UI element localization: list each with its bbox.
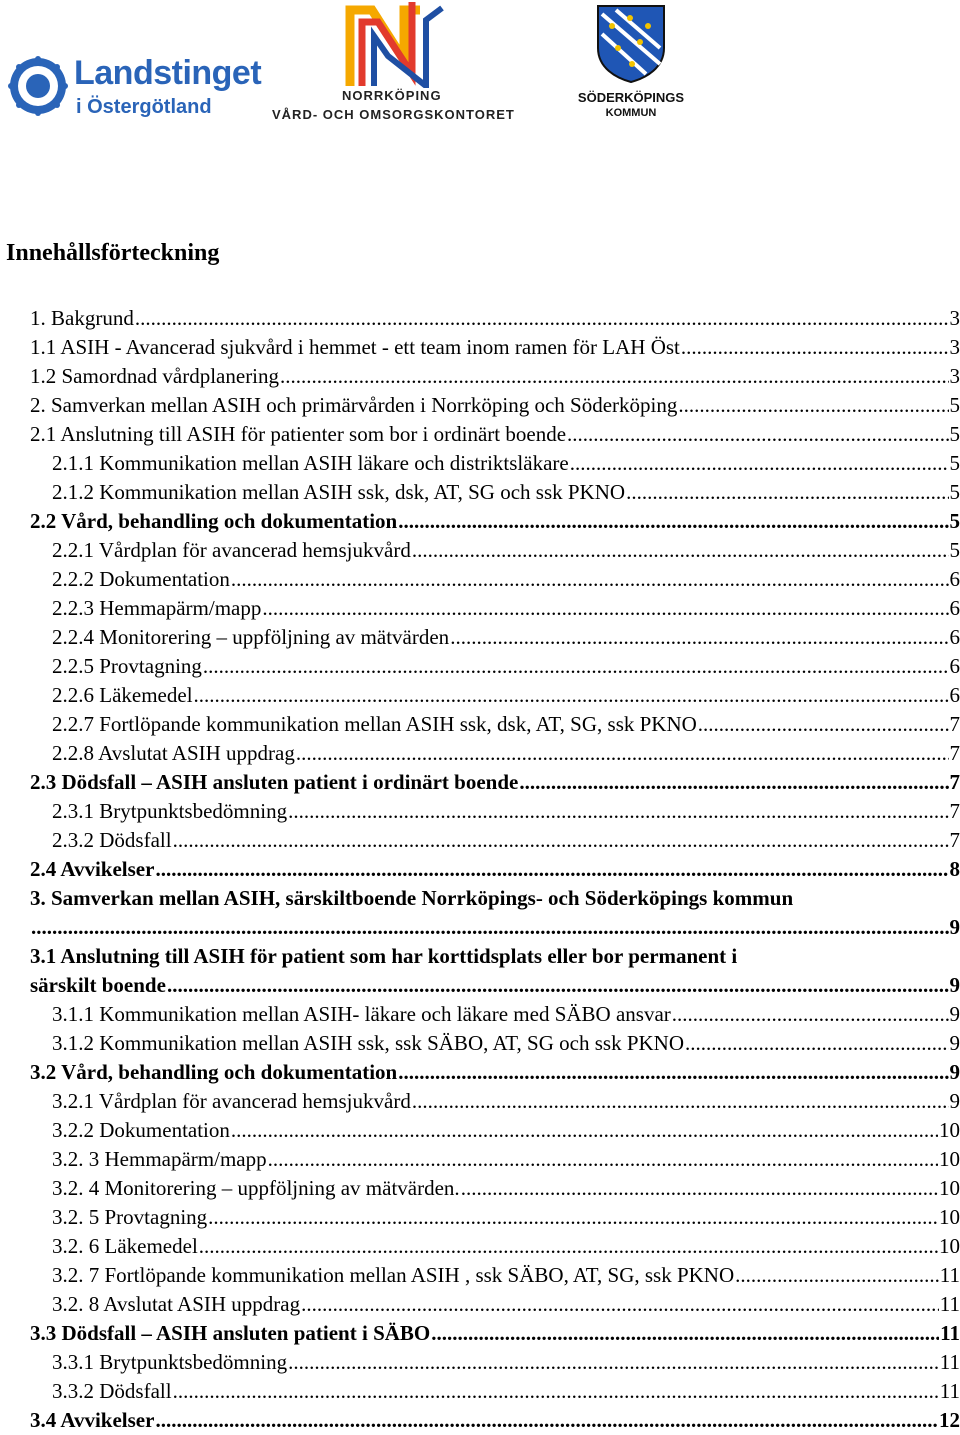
soderkoping-shield-icon bbox=[596, 4, 666, 84]
norrkoping-logo bbox=[272, 0, 524, 125]
toc-entry[interactable] bbox=[0, 1116, 960, 1145]
toc-entry-label: 2.2.3 Hemmapärm/mapp bbox=[52, 594, 261, 623]
soderkoping-name: SÖDERKÖPINGS bbox=[566, 90, 696, 105]
toc-leader-dots bbox=[412, 1087, 949, 1116]
toc-leader-dots bbox=[268, 1145, 938, 1174]
toc-entry-label: 3.3.1 Brytpunktsbedömning bbox=[52, 1348, 287, 1377]
toc-entry[interactable] bbox=[0, 1000, 960, 1029]
toc-entry[interactable] bbox=[0, 913, 960, 942]
norrkoping-n-icon bbox=[342, 0, 452, 88]
toc-page-number: 7 bbox=[950, 739, 960, 768]
toc-page-number: 7 bbox=[950, 826, 960, 855]
toc-leader-dots bbox=[203, 652, 949, 681]
toc-entry-label: 3.2. 6 Läkemedel bbox=[52, 1232, 198, 1261]
toc-entry-label: 3.2.1 Vårdplan för avancerad hemsjukvård bbox=[52, 1087, 411, 1116]
norrkoping-name: NORRKÖPING bbox=[342, 88, 442, 103]
toc-page-number: 7 bbox=[950, 768, 960, 797]
toc-entry-label: 3.4 Avvikelser bbox=[30, 1406, 154, 1435]
toc-entry-label: 2.2.4 Monitorering – uppföljning av mätvärden bbox=[52, 623, 449, 652]
toc-leader-dots bbox=[678, 391, 948, 420]
toc-title: Innehållsförteckning bbox=[6, 240, 219, 267]
toc-entry-label: 2.2.5 Provtagning bbox=[52, 652, 202, 681]
toc-page-number: 11 bbox=[940, 1348, 960, 1377]
toc-page-number: 10 bbox=[939, 1145, 960, 1174]
toc-leader-dots bbox=[155, 1406, 938, 1435]
toc-entry[interactable] bbox=[0, 536, 960, 565]
toc-entry[interactable] bbox=[0, 623, 960, 652]
toc-entry-label: 3.2.2 Dokumentation bbox=[52, 1116, 230, 1145]
toc-entry[interactable] bbox=[0, 710, 960, 739]
toc-page-number: 11 bbox=[940, 1377, 960, 1406]
toc-entry-label: 3.1.1 Kommunikation mellan ASIH- läkare och läkare med SÄBO ansvar bbox=[52, 1000, 671, 1029]
toc-entry-line[interactable] bbox=[0, 884, 960, 913]
toc-entry[interactable] bbox=[0, 1261, 960, 1290]
toc-entry[interactable] bbox=[0, 1145, 960, 1174]
toc-leader-dots bbox=[173, 826, 949, 855]
toc-entry-label: 3.3 Dödsfall – ASIH ansluten patient i SÄBO bbox=[30, 1319, 430, 1348]
toc-entry[interactable] bbox=[0, 594, 960, 623]
toc-page-number: 6 bbox=[950, 594, 960, 623]
toc-page-number: 9 bbox=[950, 1029, 960, 1058]
toc-page-number: 8 bbox=[950, 855, 960, 884]
toc-entry-label: 3.2. 4 Monitorering – uppföljning av mätvärden. bbox=[52, 1174, 460, 1203]
toc-leader-dots bbox=[567, 420, 948, 449]
toc-page-number: 10 bbox=[939, 1116, 960, 1145]
toc-entry[interactable] bbox=[0, 971, 960, 1000]
toc-entry-label: 1. Bakgrund bbox=[30, 304, 134, 333]
toc-entry[interactable] bbox=[0, 507, 960, 536]
toc-page-number: 9 bbox=[950, 1000, 960, 1029]
toc-page-number: 3 bbox=[950, 304, 960, 333]
toc-leader-dots bbox=[672, 1000, 949, 1029]
toc-page-number: 6 bbox=[950, 652, 960, 681]
toc-entry-label: 3.2. 8 Avslutat ASIH uppdrag bbox=[52, 1290, 300, 1319]
toc-page-number: 6 bbox=[950, 623, 960, 652]
soderkoping-kommun: KOMMUN bbox=[566, 107, 696, 119]
toc-entry-label: 3.3.2 Dödsfall bbox=[52, 1377, 172, 1406]
toc-page-number: 9 bbox=[950, 1058, 960, 1087]
toc-entry[interactable] bbox=[0, 304, 960, 333]
toc-entry[interactable] bbox=[0, 1319, 960, 1348]
toc-leader-dots bbox=[194, 681, 949, 710]
toc-entry[interactable] bbox=[0, 652, 960, 681]
toc-entry[interactable] bbox=[0, 1058, 960, 1087]
landstinget-logo bbox=[6, 50, 268, 130]
toc-entry[interactable] bbox=[0, 362, 960, 391]
toc-entry[interactable] bbox=[0, 826, 960, 855]
toc-leader-dots bbox=[398, 1058, 948, 1087]
toc-entry[interactable] bbox=[0, 739, 960, 768]
toc-page-number: 5 bbox=[950, 507, 960, 536]
toc-leader-dots bbox=[199, 1232, 938, 1261]
toc-leader-dots bbox=[262, 594, 948, 623]
toc-entry-label: 3.2. 3 Hemmapärm/mapp bbox=[52, 1145, 267, 1174]
toc-leader-dots bbox=[167, 971, 949, 1000]
toc-page-number: 11 bbox=[940, 1319, 960, 1348]
toc-page-number: 10 bbox=[939, 1232, 960, 1261]
toc-entry[interactable] bbox=[0, 333, 960, 362]
norrkoping-office: VÅRD- OCH OMSORGSKONTORET bbox=[272, 107, 515, 122]
toc-leader-dots bbox=[461, 1174, 938, 1203]
toc-leader-dots bbox=[296, 739, 949, 768]
toc-leader-dots bbox=[155, 855, 948, 884]
toc-entry[interactable] bbox=[0, 1290, 960, 1319]
toc-leader-dots bbox=[681, 333, 949, 362]
toc-entry-label: 3.1.2 Kommunikation mellan ASIH ssk, ssk SÄBO, AT, SG och ssk PKNO bbox=[52, 1029, 684, 1058]
toc-entry[interactable] bbox=[0, 1087, 960, 1116]
toc-page-number: 5 bbox=[950, 478, 960, 507]
toc-entry-label: 2.1.1 Kommunikation mellan ASIH läkare och distriktsläkare bbox=[52, 449, 569, 478]
toc-leader-dots bbox=[570, 449, 949, 478]
toc-entry[interactable] bbox=[0, 391, 960, 420]
toc-page-number: 6 bbox=[950, 565, 960, 594]
toc-entry-label: 2. Samverkan mellan ASIH och primärvården i Norrköping och Söderköping bbox=[30, 391, 677, 420]
toc-entry-label: 2.3.1 Brytpunktsbedömning bbox=[52, 797, 287, 826]
toc-page-number: 9 bbox=[950, 1087, 960, 1116]
toc-page-number: 3 bbox=[950, 362, 960, 391]
toc-entry-label: 2.2.6 Läkemedel bbox=[52, 681, 193, 710]
toc-entry[interactable] bbox=[0, 855, 960, 884]
toc-entry-label: 2.2 Vård, behandling och dokumentation bbox=[30, 507, 397, 536]
toc-entry[interactable] bbox=[0, 565, 960, 594]
toc-leader-dots bbox=[280, 362, 948, 391]
toc-entry-label: 3.2. 7 Fortlöpande kommunikation mellan ASIH , ssk SÄBO, AT, SG, ssk PKNO bbox=[52, 1261, 734, 1290]
toc-leader-dots bbox=[626, 478, 948, 507]
toc-leader-dots bbox=[398, 507, 948, 536]
toc-page-number: 5 bbox=[950, 536, 960, 565]
toc-entry[interactable] bbox=[0, 681, 960, 710]
toc-leader-dots bbox=[231, 565, 949, 594]
toc-entry-label: 1.1 ASIH - Avancerad sjukvård i hemmet - ett team inom ramen för LAH Öst bbox=[30, 333, 680, 362]
toc-page-number: 11 bbox=[940, 1261, 960, 1290]
toc-entry-label-continued: särskilt boende bbox=[30, 971, 166, 1000]
toc-page-number: 7 bbox=[950, 710, 960, 739]
toc-entry[interactable] bbox=[0, 1406, 960, 1435]
toc-leader-dots bbox=[173, 1377, 939, 1406]
toc-page-number: 5 bbox=[950, 449, 960, 478]
toc-entry-label: 2.1 Anslutning till ASIH för patienter som bor i ordinärt boende bbox=[30, 420, 566, 449]
toc-leader-dots bbox=[412, 536, 949, 565]
toc-entry-label: 2.3.2 Dödsfall bbox=[52, 826, 172, 855]
toc-entry-label: 3.2 Vård, behandling och dokumentation bbox=[30, 1058, 397, 1087]
toc-entry[interactable] bbox=[0, 420, 960, 449]
toc-page-number: 12 bbox=[939, 1406, 960, 1435]
toc-entry-line[interactable] bbox=[0, 942, 960, 971]
toc-entry[interactable] bbox=[0, 1377, 960, 1406]
toc-entry[interactable] bbox=[0, 797, 960, 826]
toc-leader-dots bbox=[288, 797, 948, 826]
toc-leader-dots bbox=[135, 304, 949, 333]
soderkoping-logo bbox=[566, 4, 696, 124]
landstinget-emblem-icon bbox=[6, 54, 70, 118]
toc-entry-label: 2.3 Dödsfall – ASIH ansluten patient i ordinärt boende bbox=[30, 768, 518, 797]
toc-leader-dots bbox=[685, 1029, 949, 1058]
toc-page-number: 11 bbox=[940, 1290, 960, 1319]
table-of-contents bbox=[0, 304, 960, 1435]
toc-entry[interactable] bbox=[0, 449, 960, 478]
toc-leader-dots bbox=[450, 623, 948, 652]
toc-entry[interactable] bbox=[0, 1174, 960, 1203]
toc-entry[interactable] bbox=[0, 1203, 960, 1232]
toc-page-number: 5 bbox=[950, 420, 960, 449]
toc-entry[interactable] bbox=[0, 1029, 960, 1058]
toc-entry[interactable] bbox=[0, 1232, 960, 1261]
toc-entry-label: 2.2.8 Avslutat ASIH uppdrag bbox=[52, 739, 295, 768]
landstinget-region: i Östergötland bbox=[76, 96, 212, 119]
toc-entry-label: 2.2.1 Vårdplan för avancerad hemsjukvård bbox=[52, 536, 411, 565]
toc-leader-dots bbox=[301, 1290, 939, 1319]
toc-page-number: 6 bbox=[950, 681, 960, 710]
toc-leader-dots bbox=[288, 1348, 939, 1377]
toc-entry-label: 2.2.7 Fortlöpande kommunikation mellan ASIH ssk, dsk, AT, SG, ssk PKNO bbox=[52, 710, 697, 739]
toc-page-number: 10 bbox=[939, 1203, 960, 1232]
toc-page-number: 9 bbox=[950, 971, 960, 1000]
toc-page-number: 5 bbox=[950, 391, 960, 420]
toc-leader-dots bbox=[519, 768, 948, 797]
toc-entry[interactable] bbox=[0, 478, 960, 507]
toc-entry[interactable] bbox=[0, 1348, 960, 1377]
toc-entry-label: 2.2.2 Dokumentation bbox=[52, 565, 230, 594]
toc-page-number: 10 bbox=[939, 1174, 960, 1203]
toc-page-number: 3 bbox=[950, 333, 960, 362]
toc-entry[interactable] bbox=[0, 768, 960, 797]
toc-leader-dots bbox=[208, 1203, 938, 1232]
toc-leader-dots bbox=[231, 1116, 938, 1145]
toc-leader-dots bbox=[31, 913, 949, 942]
toc-leader-dots bbox=[735, 1261, 939, 1290]
toc-entry-label: 2.1.2 Kommunikation mellan ASIH ssk, dsk, AT, SG och ssk PKNO bbox=[52, 478, 625, 507]
toc-page-number: 9 bbox=[950, 913, 960, 942]
toc-leader-dots bbox=[698, 710, 949, 739]
toc-entry-label: 3.1 Anslutning till ASIH för patient som har korttidsplats eller bor permanent i bbox=[30, 942, 737, 971]
landstinget-name: Landstinget bbox=[74, 54, 261, 93]
toc-entry-label: 2.4 Avvikelser bbox=[30, 855, 154, 884]
toc-entry-label: 3.2. 5 Provtagning bbox=[52, 1203, 207, 1232]
toc-leader-dots bbox=[431, 1319, 939, 1348]
toc-entry-label: 3. Samverkan mellan ASIH, särskiltboende Norrköpings- och Söderköpings kommun bbox=[30, 884, 793, 913]
toc-entry-label: 1.2 Samordnad vårdplanering bbox=[30, 362, 279, 391]
toc-page-number: 7 bbox=[950, 797, 960, 826]
